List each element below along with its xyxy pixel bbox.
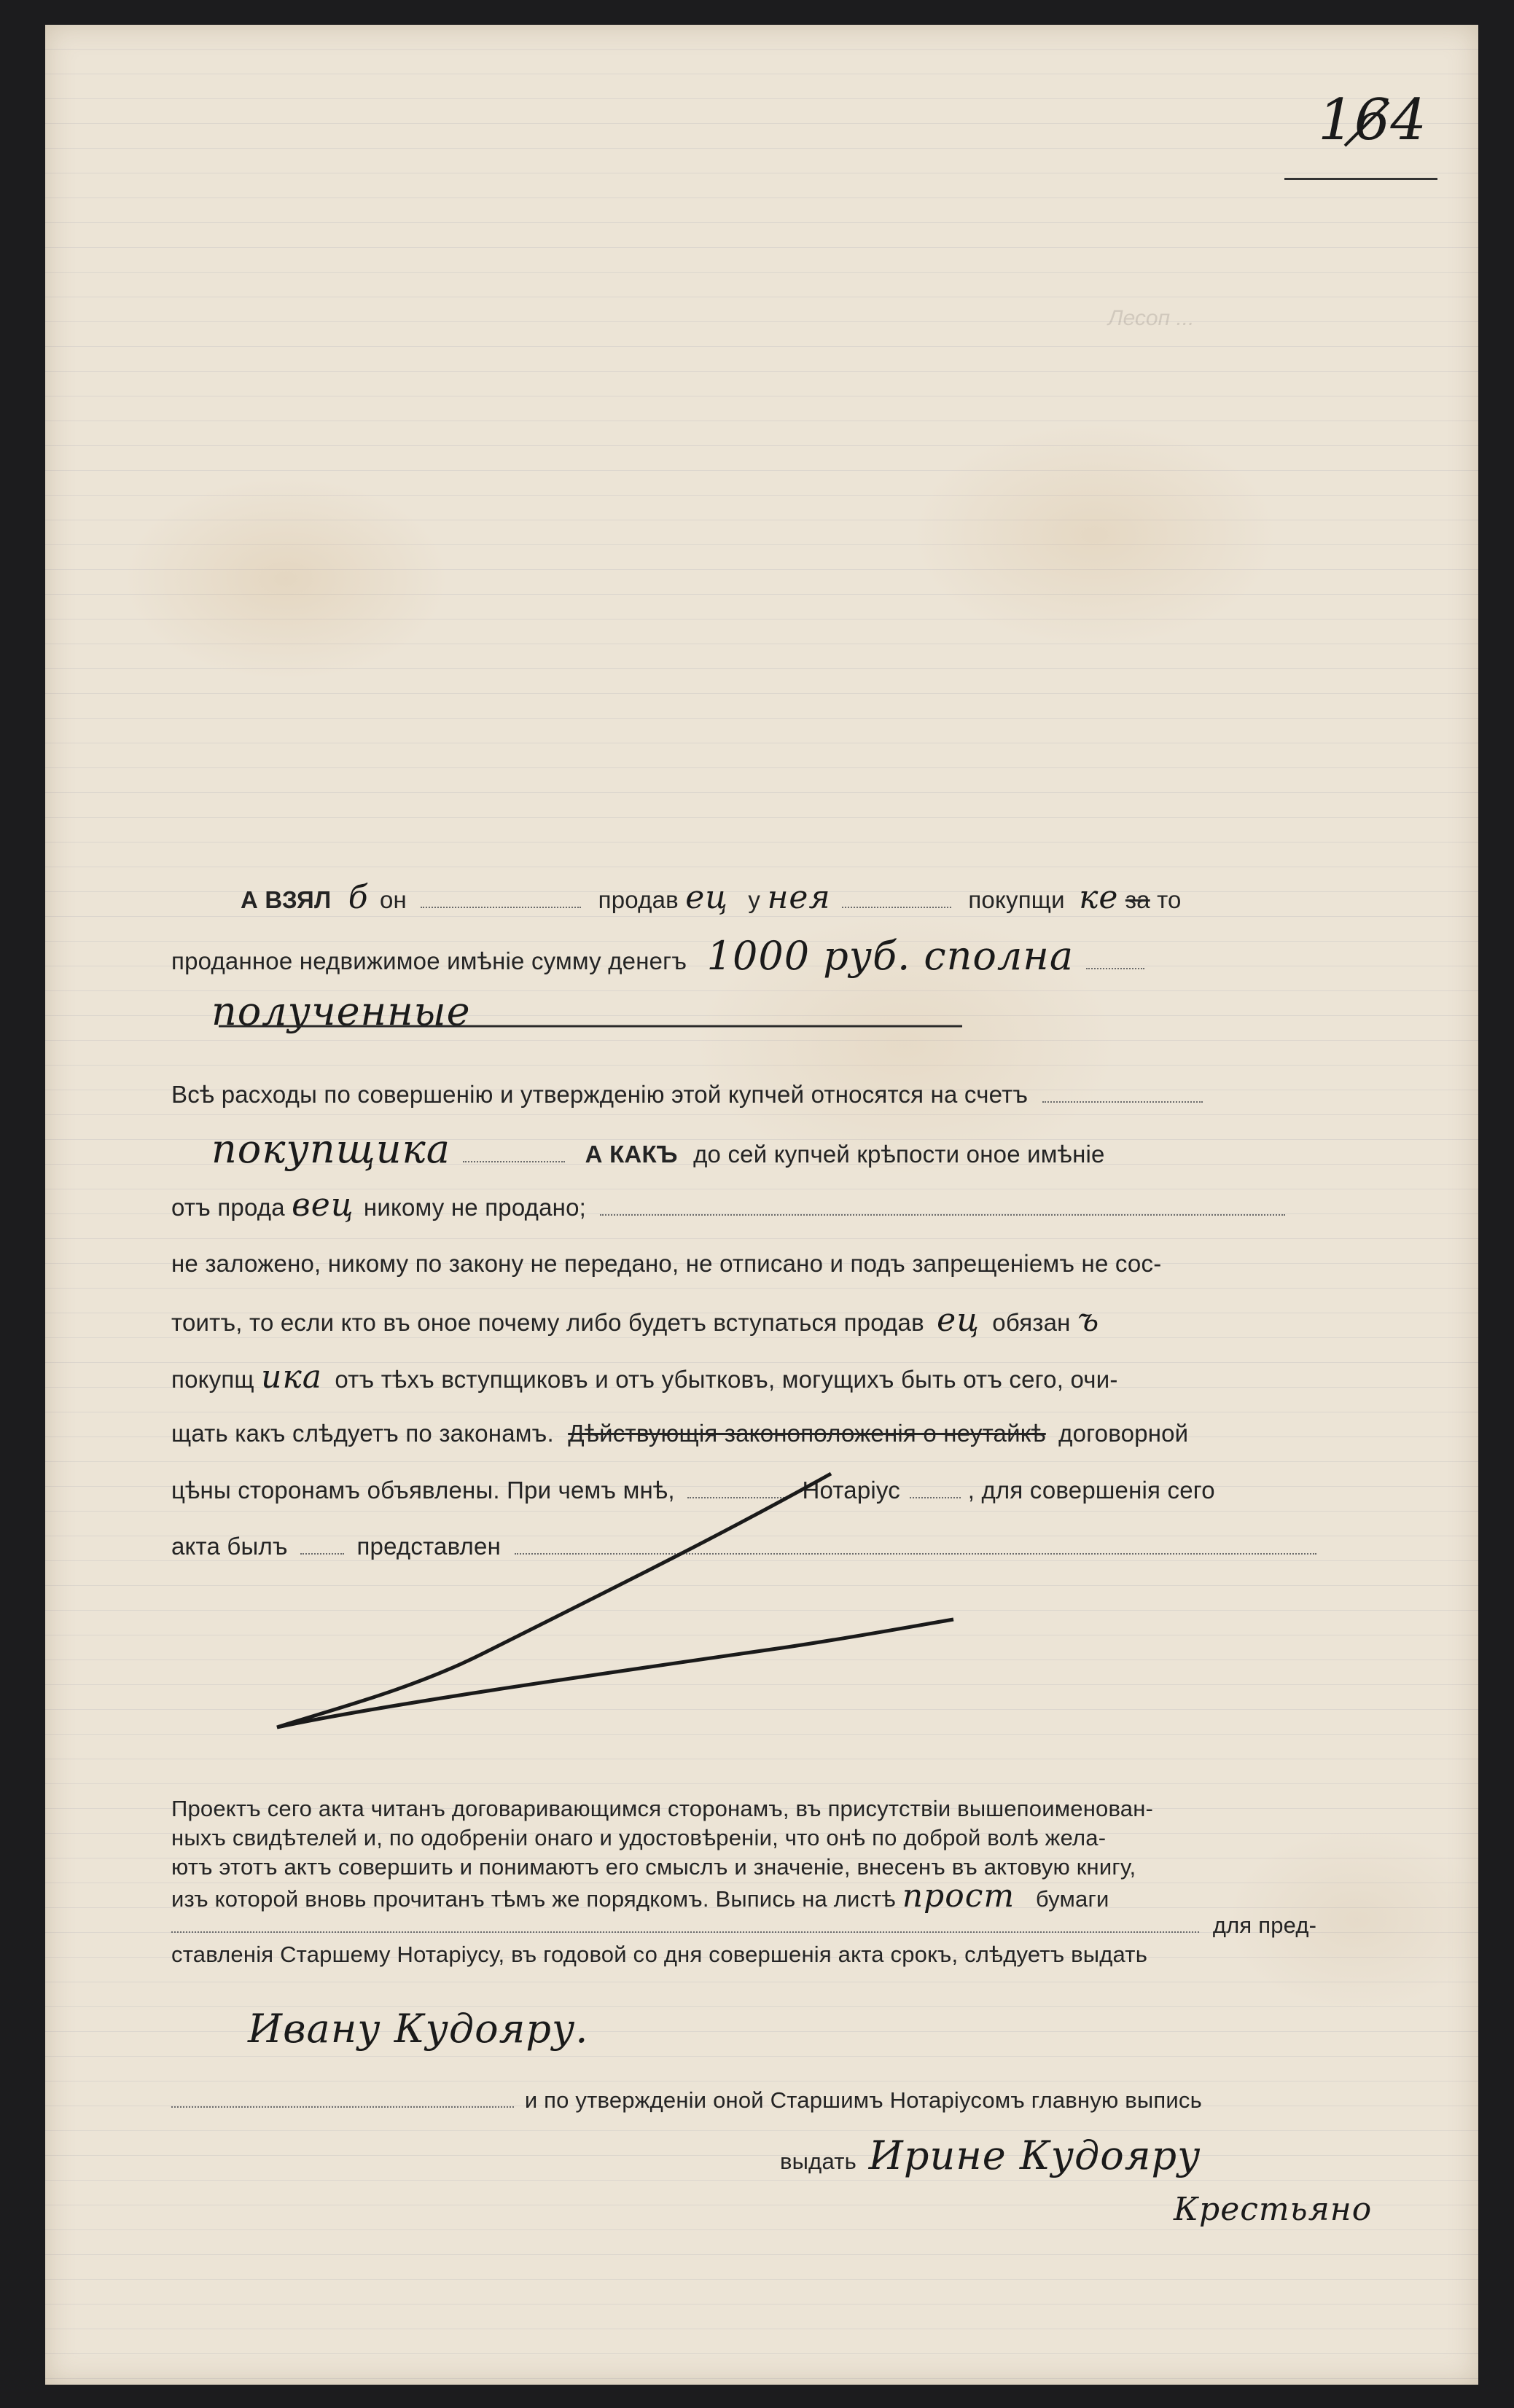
text-segment: акта былъ (171, 1533, 288, 1560)
dotted-fill-line (171, 1931, 1199, 1933)
para2-line4 (171, 1248, 1161, 1280)
text-segment: А КАКЪ (585, 1141, 678, 1168)
text-segment: тоитъ, то если кто въ оное почему либо будетъ вступаться продав (171, 1309, 924, 1336)
para3-line10 (1174, 2191, 1373, 2228)
para2-line9 (171, 1531, 1316, 1563)
text-segment: Всѣ расходы по совершенію и утвержденію этой купчей относятся на счетъ (171, 1081, 1029, 1108)
handwritten-entry: Крестьяно (1174, 2191, 1373, 2228)
dotted-fill-line (463, 1160, 565, 1162)
para2-line8 (171, 1474, 1215, 1506)
text-segment: покупщ (171, 1366, 254, 1393)
handwritten-entry: ке (1079, 879, 1119, 916)
handwritten-entry: ец (937, 1302, 980, 1339)
text-segment: у (748, 886, 761, 913)
handwritten-entry: покупщика (211, 1126, 450, 1172)
text-segment: выдать (780, 2149, 856, 2174)
text-segment: не заложено, никому по закону не передано, не отписано и подъ запрещеніемъ не сос- (171, 1250, 1162, 1277)
struck-text: Дѣйствующія законоположенія о неутайкѣ (568, 1420, 1046, 1447)
handwritten-entry: прост (902, 1877, 1015, 1915)
text-segment: изъ которой вновь прочитанъ тѣмъ же порядкомъ. Выпись на листѣ (171, 1886, 896, 1912)
dotted-fill-line (515, 1552, 1316, 1555)
handwritten-entry: б (348, 879, 369, 916)
text-segment: никому не продано; (363, 1194, 587, 1221)
para2-line2 (211, 1126, 1105, 1172)
dotted-fill-line (910, 1496, 961, 1498)
handwritten-entry: 1000 руб. сполна (706, 933, 1074, 979)
para3-line1: Проектъ сего акта читанъ договаривающимся сторонамъ, въ присутствіи вышепоименован- (171, 1796, 1154, 1821)
para3-line2: ныхъ свидѣтелей и, по одобреніи онаго и удостовѣреніи, что онѣ по доброй волѣ жела- (171, 1825, 1107, 1850)
text-segment: отъ тѣхъ вступщиковъ и отъ убытковъ, могущихъ быть отъ сего, очи- (335, 1366, 1118, 1393)
dotted-fill-line (600, 1213, 1285, 1216)
dotted-fill-line (842, 906, 951, 908)
handwritten-entry: ъ (1077, 1302, 1100, 1339)
text-segment: отъ прода (171, 1194, 285, 1221)
text-segment: проданное недвижимое имѣніе сумму денегъ (171, 947, 687, 974)
text-segment: обязан (992, 1309, 1071, 1336)
para3-line8 (171, 2084, 1202, 2116)
text-segment: продав (598, 886, 679, 913)
struck-text: за (1125, 886, 1150, 913)
bleed-through-text: Лесоп ... (1108, 306, 1195, 330)
dotted-fill-line (687, 1496, 789, 1498)
text-segment: щать какъ слѣдуетъ по законамъ. (171, 1420, 554, 1447)
text-segment: , для совершенія сего (967, 1477, 1215, 1504)
para1-line3 (211, 988, 471, 1034)
text-segment: бумаги (1035, 1886, 1109, 1912)
para2-line6 (171, 1361, 1118, 1396)
para2-line3 (171, 1189, 1285, 1224)
handwritten-entry: Ирине Кудояру (868, 2133, 1201, 2178)
text-segment: представлен (356, 1533, 501, 1560)
handwritten-entry: ика (261, 1359, 322, 1396)
para2-line7 (171, 1418, 1188, 1450)
dotted-fill-line (171, 2106, 514, 2108)
folio-number: 164 (1318, 87, 1427, 153)
folio-underline (1284, 178, 1437, 180)
para2-line1 (171, 1079, 1203, 1111)
text-segment: цѣны сторонамъ объявлены. При чемъ мнѣ, (171, 1477, 675, 1504)
text-segment: и по утвержденіи оной Старшимъ Нотаріусомъ главную выпись (524, 2087, 1202, 2113)
para2-line5 (171, 1302, 1100, 1339)
para3-line6: ставленія Старшему Нотаріусу, въ годовой со дня совершенія акта срокъ, слѣдуетъ выдать (171, 1942, 1148, 1967)
text-segment: договорной (1058, 1420, 1189, 1447)
dotted-fill-line (421, 906, 581, 908)
handwritten-entry: полученные (211, 988, 471, 1034)
para3-line5 (171, 1909, 1316, 1942)
dotted-fill-line (300, 1552, 344, 1555)
text-segment: для пред- (1212, 1912, 1317, 1938)
handwritten-entry: ец (685, 879, 728, 916)
text-segment: А ВЗЯЛ (241, 886, 332, 913)
text-segment: покупщи (968, 886, 1065, 913)
para3-line7 (248, 2006, 589, 2052)
para3-line9 (780, 2133, 1201, 2178)
para1-line1 (241, 879, 1182, 916)
handwritten-entry: вец (292, 1187, 354, 1224)
para3-line3: ютъ этотъ актъ совершить и понимаютъ его смыслъ и значеніе, внесенъ въ актовую книгу, (171, 1854, 1136, 1880)
para1-line2 (171, 933, 1144, 979)
handwritten-entry: нея (767, 879, 831, 916)
text-segment: то (1157, 886, 1182, 913)
dotted-fill-line (1042, 1101, 1203, 1103)
dotted-fill-line (1086, 967, 1144, 969)
handwritten-entry: Ивану Кудояру. (248, 2006, 589, 2052)
text-segment: Нотаріус (802, 1477, 900, 1504)
text-segment: до сей купчей крѣпости оное имѣніе (693, 1141, 1105, 1168)
text-segment: он (379, 886, 407, 913)
